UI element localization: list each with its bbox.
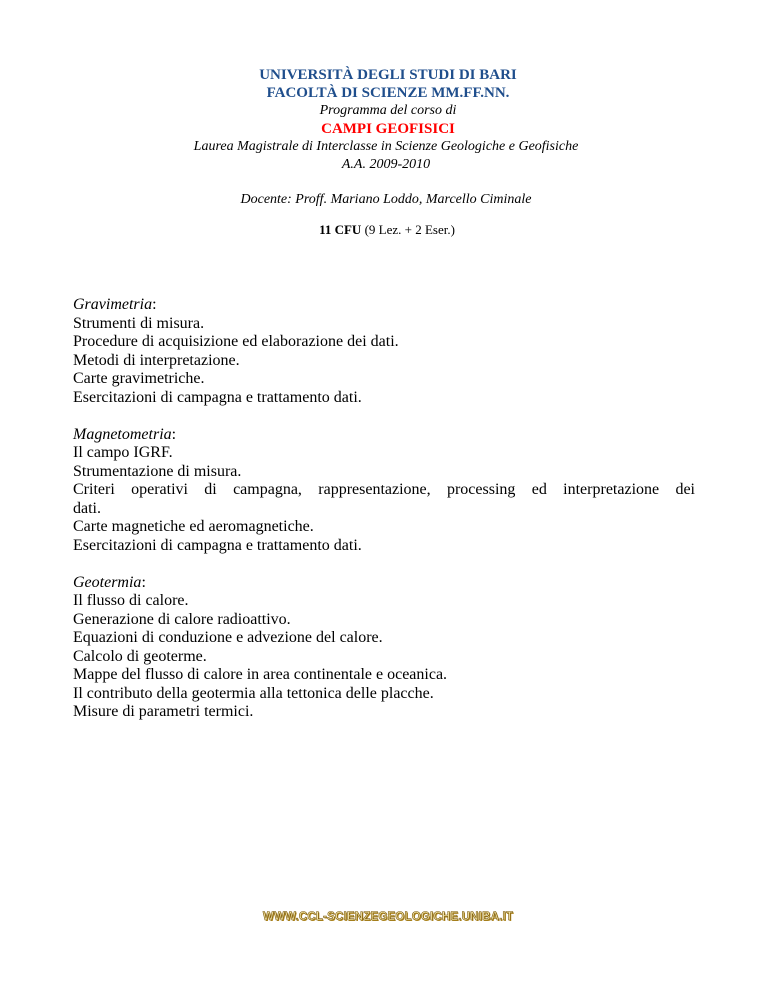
list-item: Esercitazioni di campagna e trattamento dati. xyxy=(73,388,362,406)
section-heading: Gravimetria: xyxy=(73,296,157,313)
document-footer xyxy=(0,907,768,925)
section-gravimetria xyxy=(73,296,695,407)
website-link[interactable]: WWW.CCL-SCIENZEGEOLOGICHE.UNIBA.IT xyxy=(262,911,514,923)
list-item: Equazioni di conduzione e advezione del calore. xyxy=(73,629,383,646)
section-geotermia xyxy=(73,574,695,722)
section-title: Gravimetria xyxy=(73,296,153,313)
list-item: Strumentazione di misura. xyxy=(73,462,242,480)
cfu-credits: 11 CFU xyxy=(319,222,362,237)
document-header xyxy=(0,66,768,239)
section-title: Geotermia xyxy=(73,573,142,591)
list-item: Esercitazioni di campagna e trattamento dati. xyxy=(73,536,362,554)
faculty-name: FACOLTÀ DI SCIENZE MM.FF.NN. xyxy=(266,85,510,101)
list-item: Carte gravimetriche. xyxy=(73,370,205,387)
list-item: Procedure di acquisizione ed elaborazione dei dati. xyxy=(73,333,399,350)
course-content xyxy=(73,296,695,722)
university-name: UNIVERSITÀ DEGLI STUDI DI BARI xyxy=(259,67,517,83)
list-item: Calcolo di geoterme. xyxy=(73,647,207,665)
section-heading: Magnetometria: xyxy=(73,425,177,443)
list-item: Criteri operativi di campagna, rappresentazione, processing ed interpretazione dei xyxy=(73,481,695,498)
list-item: Il contributo della geotermia alla tettonica delle placche. xyxy=(73,684,434,702)
list-item: Il campo IGRF. xyxy=(73,444,173,461)
cfu-breakdown: (9 Lez. + 2 Eser.) xyxy=(361,222,455,237)
list-item: Metodi di interpretazione. xyxy=(73,351,240,369)
list-item: Strumenti di misura. xyxy=(73,314,205,332)
programme-label: Programma del corso di xyxy=(319,103,457,118)
list-item: Mappe del flusso di calore in area continentale e oceanica. xyxy=(73,666,448,683)
teachers-line: Docente: Proff. Mariano Loddo, Marcello Ciminale xyxy=(240,192,532,207)
list-item: Generazione di calore radioattivo. xyxy=(73,610,291,628)
list-item: dati. xyxy=(73,499,101,517)
list-item: Il flusso di calore. xyxy=(73,592,189,609)
course-title: CAMPI GEOFISICI xyxy=(321,121,455,137)
list-item: Misure di parametri termici. xyxy=(73,703,254,720)
degree-name: Laurea Magistrale di Interclasse in Scienze Geologiche e Geofisiche xyxy=(193,139,579,154)
academic-year: A.A. 2009-2010 xyxy=(341,157,431,172)
section-heading: Geotermia: xyxy=(73,573,146,591)
section-magnetometria xyxy=(73,426,695,556)
section-title: Magnetometria xyxy=(73,425,172,443)
list-item: Carte magnetiche ed aeromagnetiche. xyxy=(73,518,314,535)
cfu-line xyxy=(3,221,768,239)
